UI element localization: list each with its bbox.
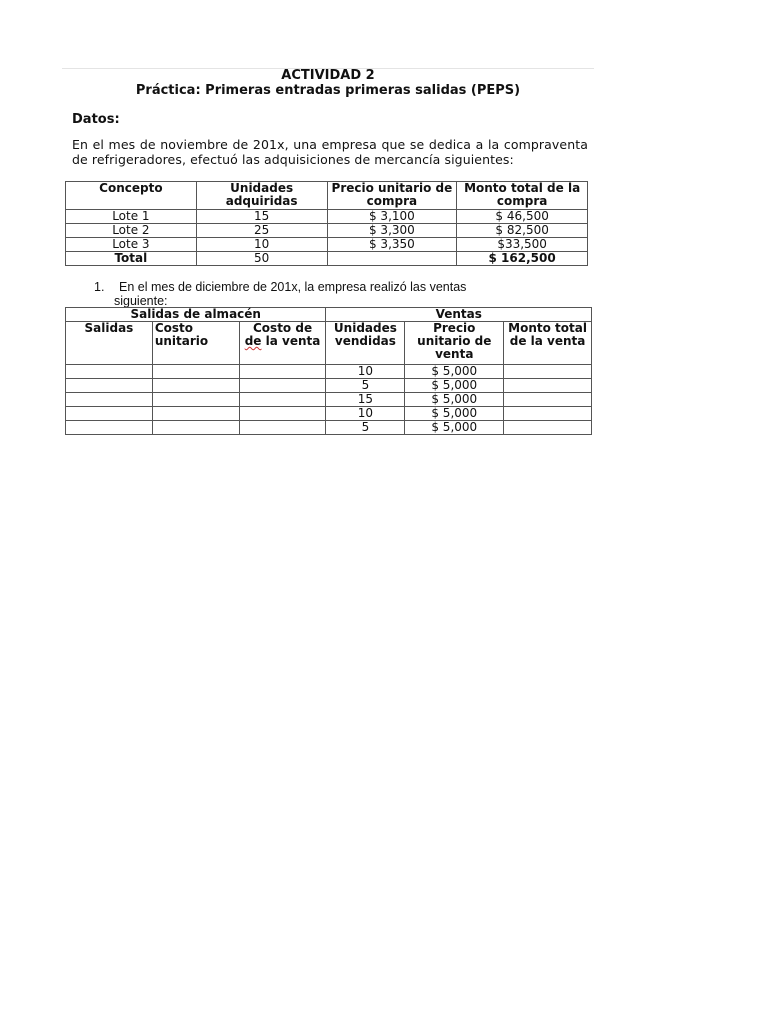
table-cell — [504, 365, 592, 379]
group-header-row — [66, 308, 592, 322]
table-cell — [66, 421, 153, 435]
table-cell: 10 — [326, 407, 405, 421]
table-cell: Lote 1 — [66, 210, 197, 224]
table-cell: $ 3,300 — [327, 224, 457, 238]
header-text: de — [244, 334, 262, 348]
header-cell: Unidades vendidas — [326, 322, 405, 365]
sales-table — [65, 307, 592, 435]
table-cell — [504, 421, 592, 435]
table-cell: 15 — [326, 393, 405, 407]
table-cell: Lote 2 — [66, 224, 197, 238]
table-cell: $ 46,500 — [457, 210, 588, 224]
question-number: 1. — [94, 280, 105, 294]
table-cell: $ 82,500 — [457, 224, 588, 238]
group-header-warehouse: Salidas de almacén — [66, 308, 326, 322]
header-cell: Concepto — [66, 182, 197, 210]
table-cell — [239, 379, 326, 393]
table-cell — [66, 365, 153, 379]
table-cell: $ 5,000 — [405, 393, 504, 407]
table-cell: $ 3,100 — [327, 210, 457, 224]
header-cell: Monto total de la venta — [504, 322, 592, 365]
header-cell: Monto total de la compra — [457, 182, 588, 210]
table-cell — [152, 407, 239, 421]
table-cell: $ 5,000 — [405, 407, 504, 421]
header-text: Costo de — [253, 321, 313, 335]
table-cell: 5 — [326, 379, 405, 393]
header-cell: Costo unitario — [152, 322, 239, 365]
table-cell: $ 5,000 — [405, 379, 504, 393]
header-cell: Precio unitario de venta — [405, 322, 504, 365]
header-cell: Salidas — [66, 322, 153, 365]
table-cell — [66, 407, 153, 421]
table-cell: 25 — [196, 224, 327, 238]
table-cell — [504, 393, 592, 407]
table-row — [66, 421, 592, 435]
page-subtitle: Práctica: Primeras entradas primeras salidas (PEPS) — [135, 83, 521, 98]
total-blank — [327, 252, 457, 266]
table-cell — [152, 365, 239, 379]
table-cell — [504, 407, 592, 421]
table-cell — [239, 421, 326, 435]
purchases-table — [65, 181, 588, 266]
table-cell — [239, 365, 326, 379]
page-title: ACTIVIDAD 2 — [281, 68, 375, 83]
table-row — [66, 365, 592, 379]
question-text-line2: siguiente: — [114, 294, 168, 308]
table-cell: $ 5,000 — [405, 421, 504, 435]
table-row — [66, 210, 588, 224]
intro-paragraph: En el mes de noviembre de 201x, una empresa que se dedica a la compraventa de refrigeradores, efectuó las adquisiciones de mercancía siguientes: — [72, 137, 588, 167]
table-row — [66, 238, 588, 252]
total-units: 50 — [196, 252, 327, 266]
table-row — [66, 379, 592, 393]
table-cell: $33,500 — [457, 238, 588, 252]
table-row — [66, 407, 592, 421]
header-cell: Unidades adquiridas — [196, 182, 327, 210]
header-text: la venta — [265, 334, 321, 348]
table-cell: 10 — [326, 365, 405, 379]
table-cell: $ 3,350 — [327, 238, 457, 252]
table-cell: 10 — [196, 238, 327, 252]
table-cell — [239, 393, 326, 407]
header-cell — [239, 322, 326, 365]
table-cell — [239, 407, 326, 421]
data-label: Datos: — [72, 112, 120, 127]
table-cell — [152, 421, 239, 435]
table-cell: 15 — [196, 210, 327, 224]
total-label: Total — [66, 252, 197, 266]
table-total-row — [66, 252, 588, 266]
table-cell — [66, 393, 153, 407]
table-header-row — [66, 182, 588, 210]
group-header-sales: Ventas — [326, 308, 592, 322]
question-text-line1: En el mes de diciembre de 201x, la empresa realizó las ventas — [119, 280, 467, 294]
table-cell — [152, 379, 239, 393]
header-cell: Precio unitario de compra — [327, 182, 457, 210]
table-row — [66, 224, 588, 238]
table-cell: Lote 3 — [66, 238, 197, 252]
table-header-row — [66, 322, 592, 365]
total-amount: $ 162,500 — [457, 252, 588, 266]
table-cell — [504, 379, 592, 393]
table-cell: $ 5,000 — [405, 365, 504, 379]
table-row — [66, 393, 592, 407]
table-cell — [152, 393, 239, 407]
table-cell: 5 — [326, 421, 405, 435]
table-cell — [66, 379, 153, 393]
